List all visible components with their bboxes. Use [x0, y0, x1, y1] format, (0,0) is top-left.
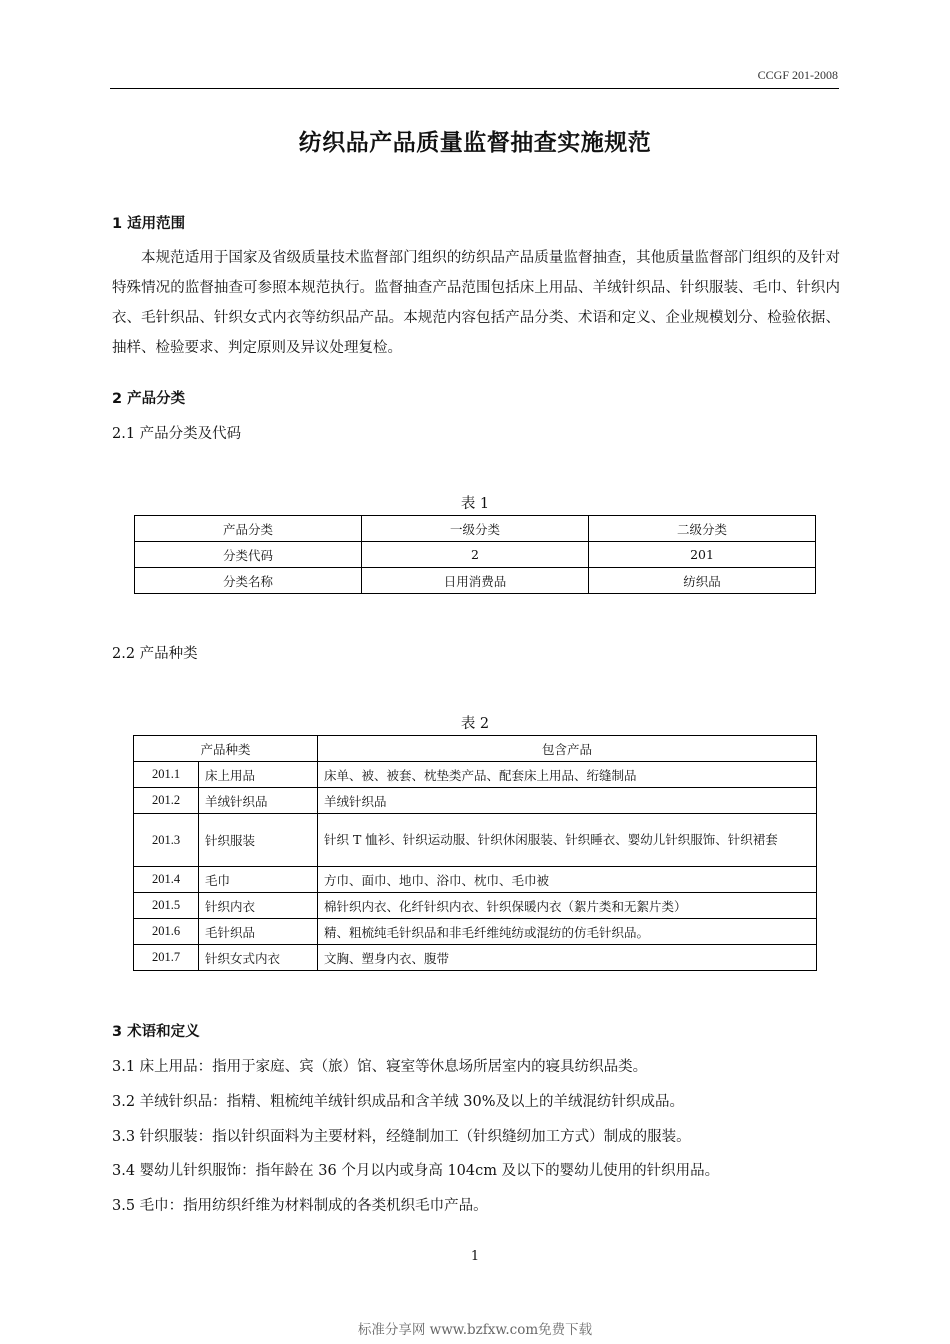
section-2-heading: 2 产品分类	[112, 391, 186, 407]
product-name: 毛巾	[199, 867, 318, 893]
document-code: CCGF 201-2008	[757, 68, 838, 82]
subsection-2-1: 2.1 产品分类及代码	[112, 426, 242, 442]
section-1-paragraph: 本规范适用于国家及省级质量技术监督部门组织的纺织品产品质量监督抽查，其他质量监督部门组织的及针对特殊情况的监督抽查可参照本规范执行。监督抽查产品范围包括床上用品、羊绒针织品、针织服装、毛巾、针织内衣、毛针织品、针织女式内衣等纺织品产品。本规范内容包括产品分类、术语和定义、企业规模划分、检验依据、抽样、检验要求、判定原则及异议处理复检。	[112, 250, 840, 356]
table-1-caption: 表 1	[460, 496, 490, 512]
section-3-heading: 3 术语和定义	[112, 1024, 200, 1040]
table-cell: 分类名称	[135, 568, 362, 594]
product-name: 针织服装	[199, 814, 318, 867]
table-2	[133, 735, 817, 971]
subsection-2-2: 2.2 产品种类	[112, 646, 198, 662]
table-row	[135, 542, 816, 568]
table-row	[135, 568, 816, 594]
definition-3-2: 3.2 羊绒针织品：指精、粗梳纯羊绒针织成品和含羊绒 30%及以上的羊绒混纺针织成品。	[112, 1094, 685, 1110]
table-row	[134, 945, 817, 971]
table-header-cell: 产品种类	[134, 736, 318, 762]
product-name: 羊绒针织品	[199, 788, 318, 814]
product-list: 方巾、面巾、地巾、浴巾、枕巾、毛巾被	[318, 867, 817, 893]
product-name: 针织女式内衣	[199, 945, 318, 971]
product-list: 针织 T 恤衫、针织运动服、针织休闲服装、针织睡衣、婴幼儿针织服饰、针织裙套	[318, 814, 817, 867]
definition-3-5: 3.5 毛巾：指用纺织纤维为材料制成的各类机织毛巾产品。	[112, 1198, 488, 1214]
table-1	[134, 515, 816, 594]
table-cell: 一级分类	[362, 516, 589, 542]
definition-3-3: 3.3 针织服装：指以针织面料为主要材料，经缝制加工（针织缝纫加工方式）制成的服装。	[112, 1129, 691, 1145]
table-row	[134, 762, 817, 788]
table-cell: 分类代码	[135, 542, 362, 568]
page-number: 1	[470, 1249, 480, 1264]
product-code: 201.6	[134, 919, 199, 945]
product-code: 201.5	[134, 893, 199, 919]
table-header-cell: 包含产品	[318, 736, 817, 762]
table-row	[134, 919, 817, 945]
product-list: 床单、被、被套、枕垫类产品、配套床上用品、绗缝制品	[318, 762, 817, 788]
product-list: 羊绒针织品	[318, 788, 817, 814]
table-cell: 日用消费品	[362, 568, 589, 594]
document-title: 纺织品产品质量监督抽查实施规范	[298, 130, 652, 156]
definition-3-1: 3.1 床上用品：指用于家庭、宾（旅）馆、寝室等休息场所居室内的寝具纺织品类。	[112, 1059, 648, 1075]
product-code: 201.7	[134, 945, 199, 971]
product-list: 棉针织内衣、化纤针织内衣、针织保暖内衣（絮片类和无絮片类）	[318, 893, 817, 919]
product-code: 201.2	[134, 788, 199, 814]
table-cell: 纺织品	[589, 568, 816, 594]
section-1-heading: 1 适用范围	[112, 216, 186, 232]
table-cell: 201	[589, 542, 816, 568]
product-code: 201.1	[134, 762, 199, 788]
table-header-row	[134, 736, 817, 762]
footer-watermark: 标准分享网 www.bzfxw.com免费下载	[357, 1322, 593, 1338]
product-code: 201.3	[134, 814, 199, 867]
table-row	[134, 867, 817, 893]
table-row	[134, 893, 817, 919]
table-row	[134, 814, 817, 867]
table-cell: 产品分类	[135, 516, 362, 542]
product-code: 201.4	[134, 867, 199, 893]
definition-3-4: 3.4 婴幼儿针织服饰：指年龄在 36 个月以内或身高 104cm 及以下的婴幼儿使用的针织用品。	[112, 1163, 720, 1179]
header-rule	[110, 88, 839, 89]
product-list: 文胸、塑身内衣、腹带	[318, 945, 817, 971]
table-cell: 二级分类	[589, 516, 816, 542]
product-name: 针织内衣	[199, 893, 318, 919]
table-cell: 2	[362, 542, 589, 568]
product-name: 毛针织品	[199, 919, 318, 945]
product-name: 床上用品	[199, 762, 318, 788]
table-row	[134, 788, 817, 814]
table-row	[135, 516, 816, 542]
product-list: 精、粗梳纯毛针织品和非毛纤维纯纺或混纺的仿毛针织品。	[318, 919, 817, 945]
table-2-caption: 表 2	[460, 716, 490, 732]
